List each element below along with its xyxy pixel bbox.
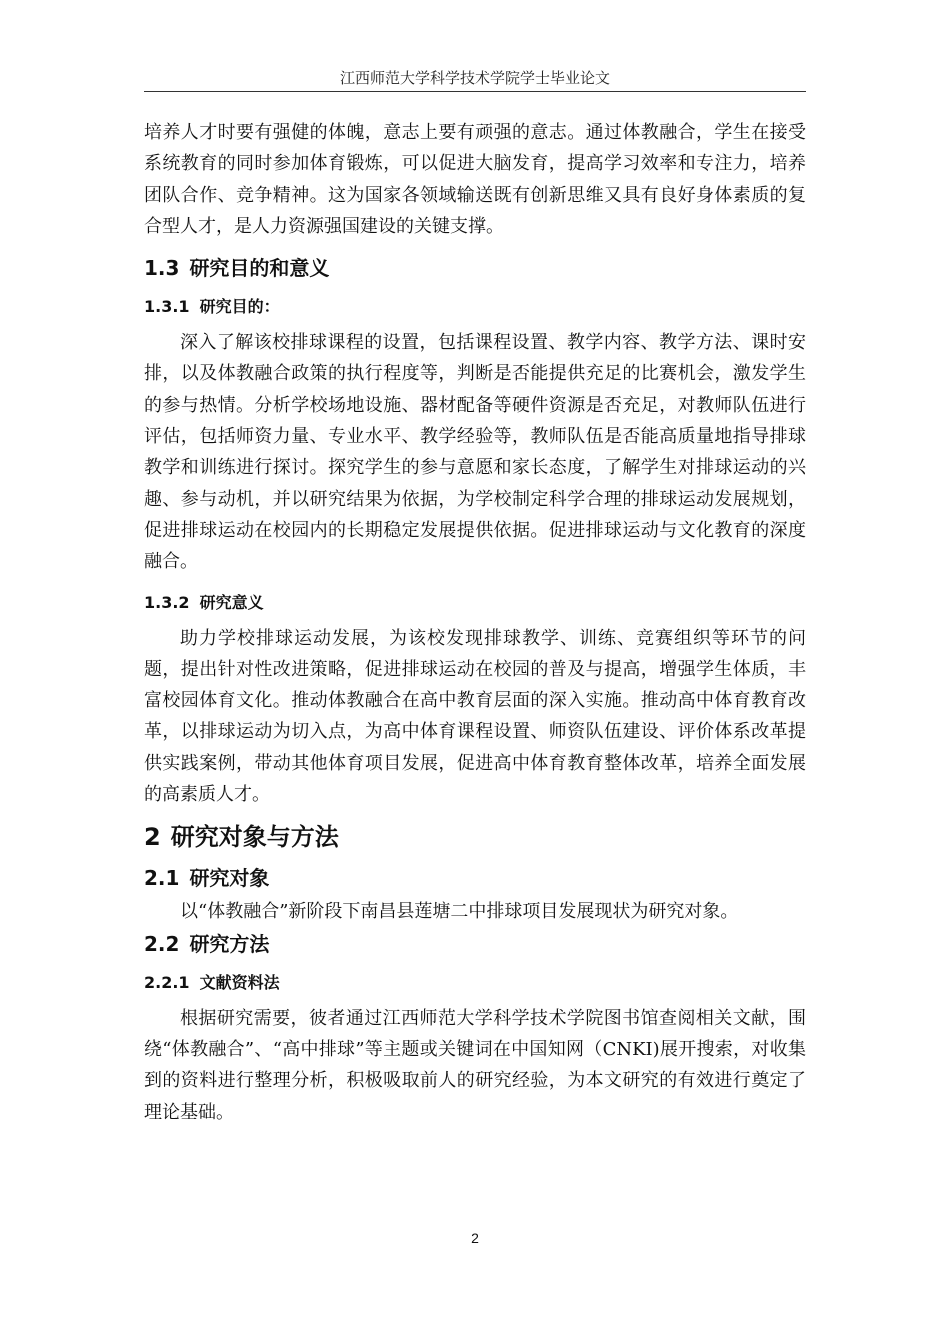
section-title: 研究对象 <box>189 866 270 891</box>
section-title: 研究目的和意义 <box>189 256 330 281</box>
section-2-2-1-paragraph: 根据研究需要，彼者通过江西师范大学科学技术学院图书馆查阅相关文献，围绕“体教融合”、“高中排球”等主题或关键词在中国知网（CNKI)展开搜索，对收集到的资料进行整理分析，积极吸取前人的研究经验，为本文研究的有效进行奠定了理论基础。 <box>144 1007 806 1123</box>
section-number: 2.2.1 <box>144 972 190 992</box>
chapter-2-heading <box>144 821 806 853</box>
intro-paragraph: 培养人才时要有强健的体魄，意志上要有顽强的意志。通过体教融合，学生在接受系统教育的同时参加体育锻炼，可以促进大脑发育，提高学习效率和专注力，培养团队合作、竞争精神。这为国家各领域输送既有创新思维又具有良好身体素质的复合型人才，是人力资源强国建设的关键支撑。 <box>144 122 806 237</box>
section-title: 研究目的： <box>199 297 280 317</box>
section-2-1-paragraph: 以“体教融合”新阶段下南昌县莲塘二中排球项目发展现状为研究对象。 <box>180 901 739 923</box>
section-number: 1.3.2 <box>144 592 190 612</box>
section-1-3-1-paragraph: 深入了解该校排球课程的设置，包括课程设置、教学内容、教学方法、课时安排，以及体教融合政策的执行程度等，判断是否能提供充足的比赛机会，激发学生的参与热情。分析学校场地设施、器材配备等硬件资源是否充足，对教师队伍进行评估，包括师资力量、专业水平、教学经验等，教师队伍是否能高质量地指导排球教学和训练进行探讨。探究学生的参与意愿和家长态度，了解学生对排球运动的兴趣、参与动机，并以研究结果为依据，为学校制定科学合理的排球运动发展规划，促进排球运动在校园内的长期稳定发展提供依据。促进排球运动与文化教育的深度融合。 <box>144 332 806 573</box>
section-title: 研究意义 <box>199 592 264 612</box>
section-number: 1.3.1 <box>144 297 190 317</box>
page-number: 2 <box>471 1230 479 1246</box>
section-2-2-1-heading <box>144 972 806 994</box>
section-2-2-heading <box>144 930 806 958</box>
section-number: 1.3 <box>144 256 180 281</box>
section-1-3-heading <box>144 254 806 282</box>
section-number: 2.2 <box>144 931 180 956</box>
section-title: 研究对象与方法 <box>170 823 339 852</box>
section-1-3-2-paragraph: 助力学校排球运动发展，为该校发现排球教学、训练、竞赛组织等环节的问题，提出针对性改进策略，促进排球运动在校园的普及与提高，增强学生体质，丰富校园体育文化。推动体教融合在高中教育层面的深入实施。推动高中体育教育改革，以排球运动为切入点，为高中体育课程设置、师资队伍建设、评价体系改革提供实践案例，带动其他体育项目发展，促进高中体育教育整体改革，培养全面发展的高素质人才。 <box>144 627 806 806</box>
running-header: 江西师范大学科学技术学院学士毕业论文 <box>339 69 610 87</box>
section-number: 2.1 <box>144 866 180 891</box>
section-2-1-heading <box>144 864 806 892</box>
section-number: 2 <box>144 823 161 852</box>
section-1-3-1-heading <box>144 296 806 318</box>
page-body <box>144 117 806 1128</box>
section-1-3-2-heading <box>144 592 806 614</box>
section-title: 研究方法 <box>189 931 270 956</box>
header-rule <box>144 91 806 92</box>
section-title: 文献资料法 <box>199 972 280 992</box>
